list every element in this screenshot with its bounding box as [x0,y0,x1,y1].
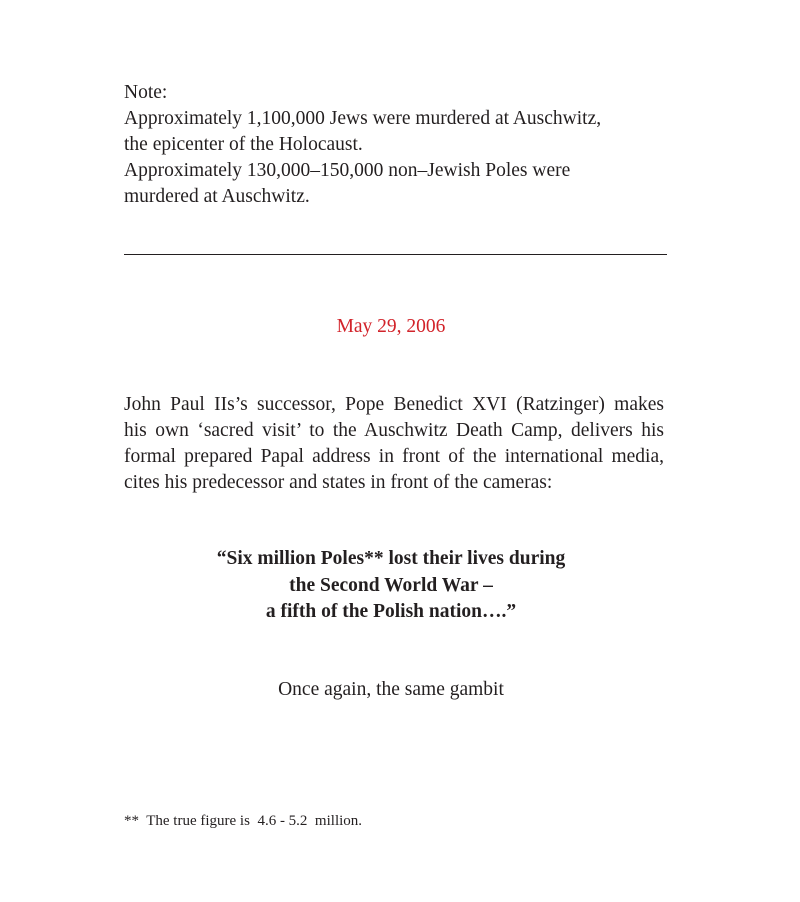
paragraph-line: cites his predecessor and states in front of the cameras: [124,472,553,493]
quote-line: “Six million Poles** lost their lives during [216,548,566,569]
paragraph-line: his own ‘sacred visit’ to the Auschwitz Death Camp, delivers his [124,420,664,441]
note-line-jews: Approximately 1,100,000 Jews were murdered at Auschwitz, [124,108,602,129]
footnote: ** The true figure is 4.6 - 5.2 million. [124,813,363,829]
note-line-epicenter: the epicenter of the Holocaust. [124,134,363,155]
body-paragraph [124,392,664,496]
date-heading: May 29, 2006 [336,316,446,337]
horizontal-divider [124,254,667,255]
closing-remark: Once again, the same gambit [278,679,504,700]
note-line-poles: Approximately 130,000–150,000 non–Jewish Poles were [124,160,571,181]
quote-line: a fifth of the Polish nation….” [265,601,517,622]
block-quote [0,546,782,626]
note-heading: Note: [124,82,168,103]
note-line-murdered: murdered at Auschwitz. [124,186,310,207]
quote-line: the Second World War – [289,574,493,596]
paragraph-line: formal prepared Papal address in front of the international media, [124,446,664,467]
paragraph-line: John Paul IIs’s successor, Pope Benedict XVI (Ratzinger) makes [124,394,664,415]
